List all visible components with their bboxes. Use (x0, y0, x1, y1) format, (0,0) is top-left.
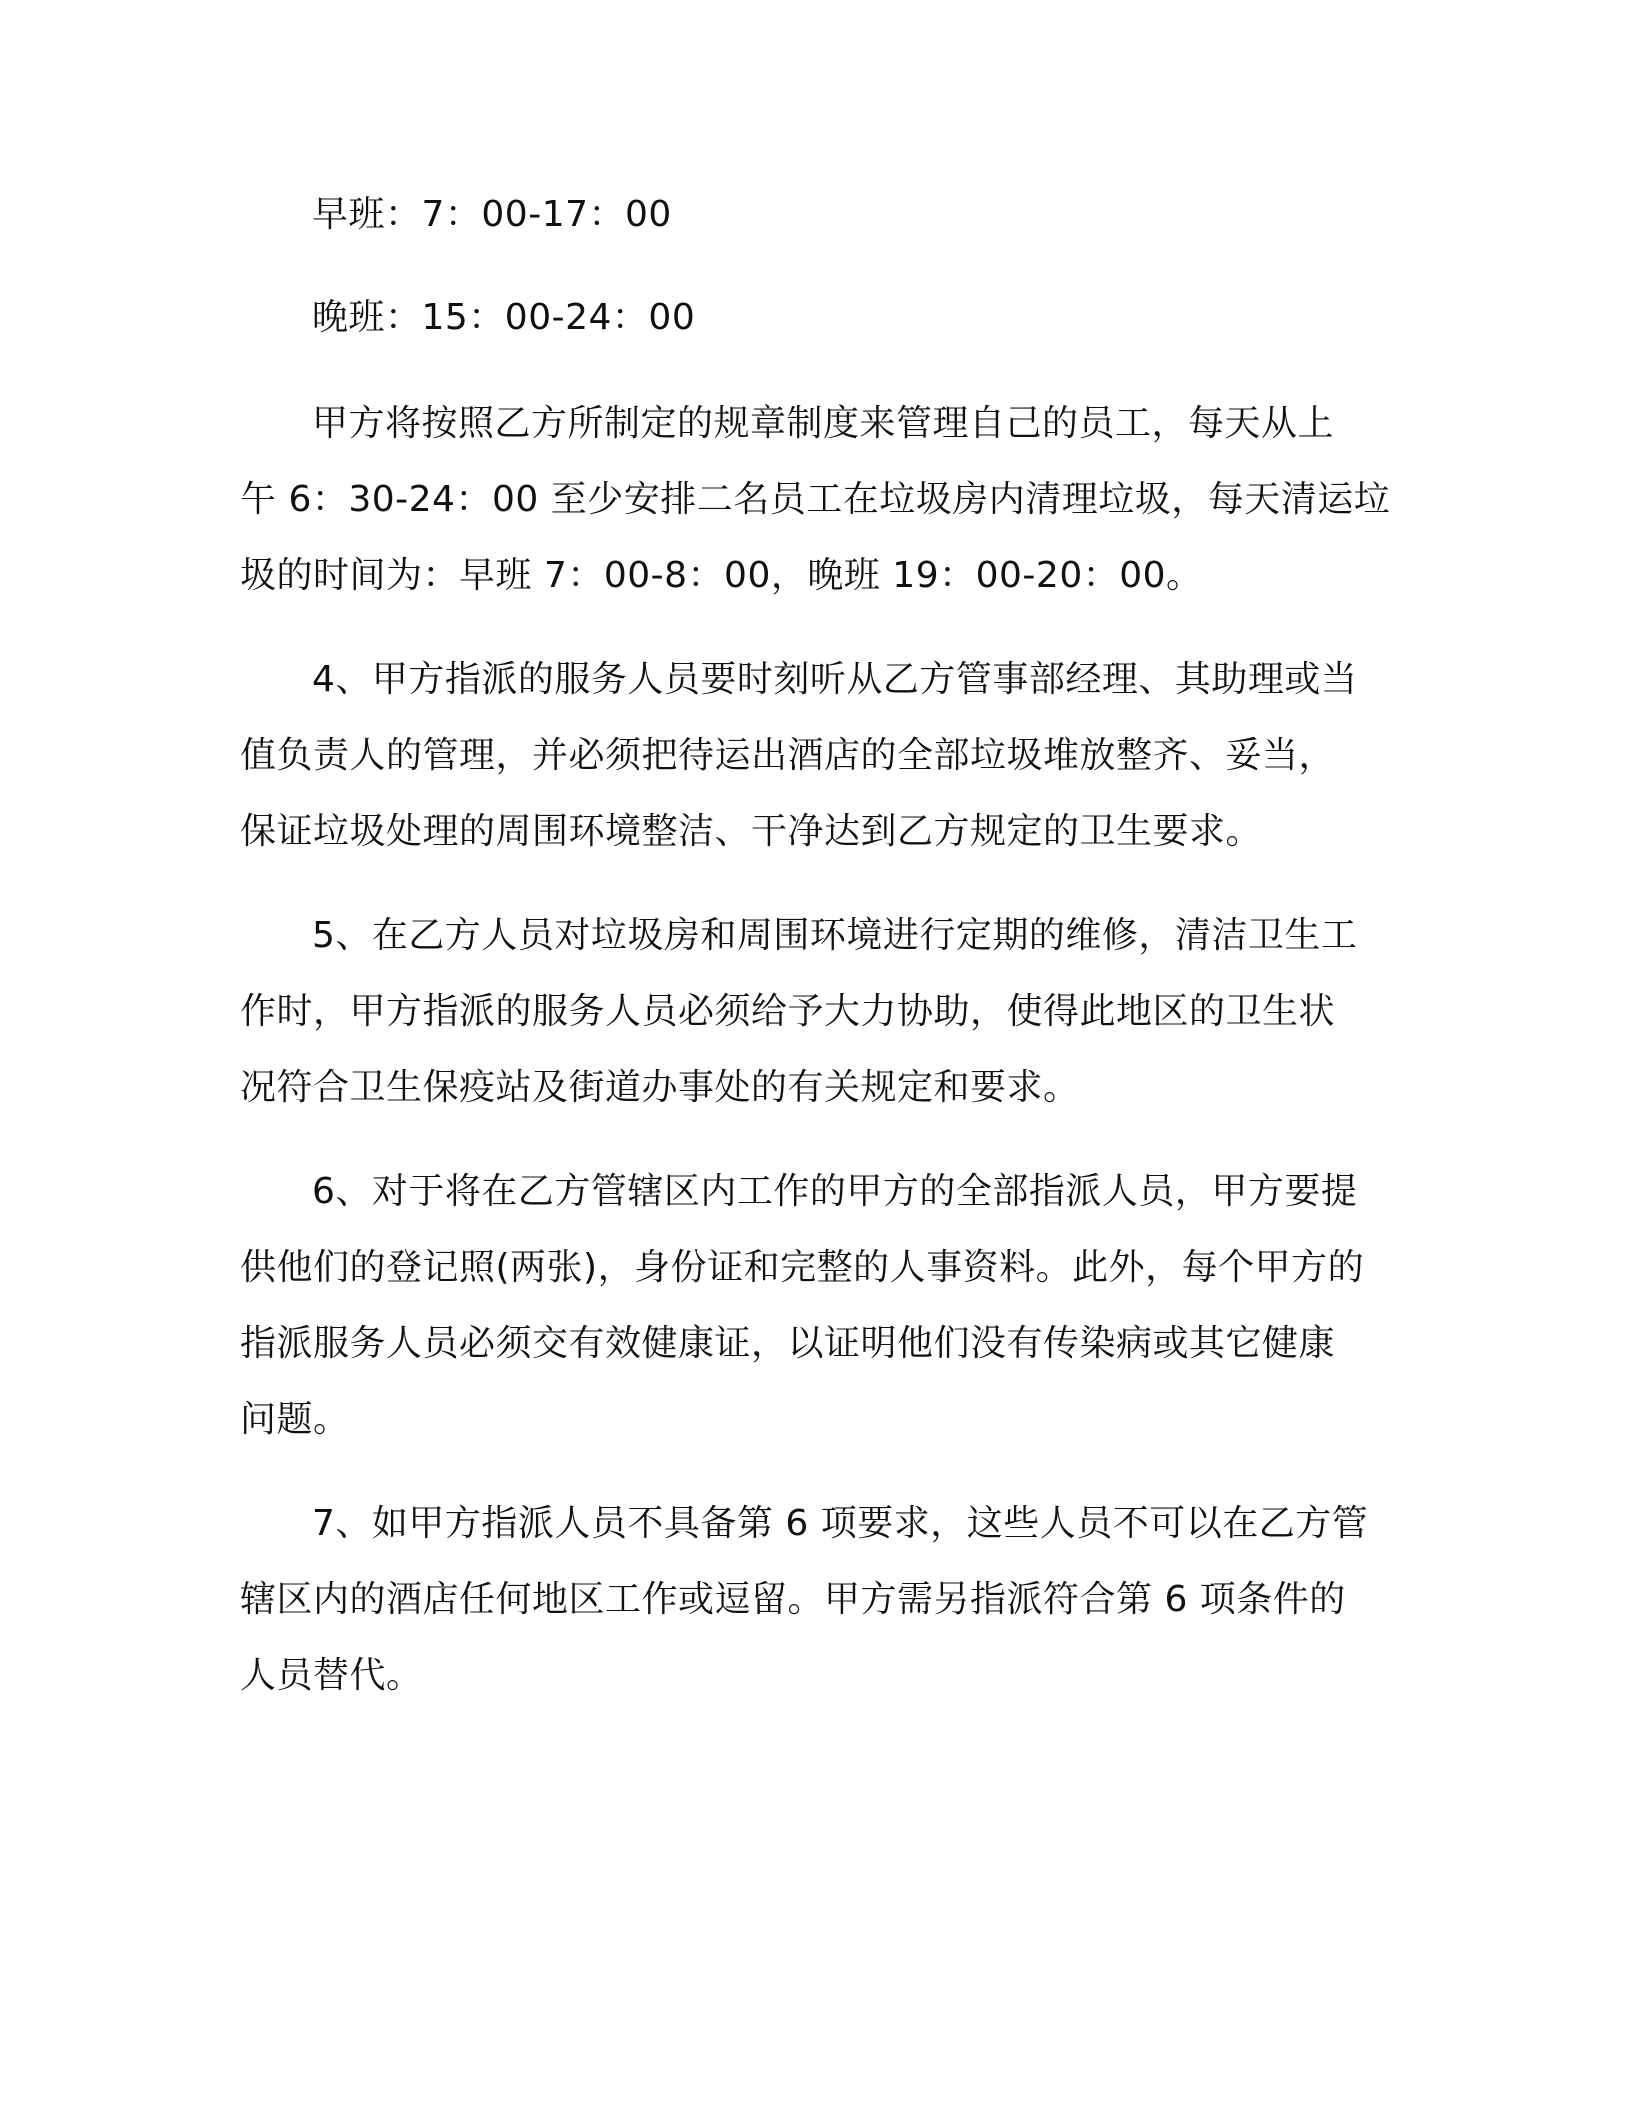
clause-5-line: 作时，甲方指派的服务人员必须给予大力协助，使得此地区的卫生状 (240, 991, 1336, 1032)
shift-morning-line: 早班：7：00-17：00 (312, 194, 672, 235)
rules-paragraph-line: 圾的时间为：早班 7：00-8：00，晚班 19：00-20：00。 (240, 555, 1203, 596)
clause-6-line: 问题。 (240, 1399, 350, 1440)
clause-7-line: 辖区内的酒店任何地区工作或逗留。甲方需另指派符合第 6 项条件的 (240, 1579, 1346, 1620)
clause-5-line: 5、在乙方人员对垃圾房和周围环境进行定期的维修，清洁卫生工 (312, 915, 1358, 956)
clause-4-line: 4、甲方指派的服务人员要时刻听从乙方管事部经理、其助理或当 (312, 659, 1358, 700)
clause-4-line: 值负责人的管理，并必须把待运出酒店的全部垃圾堆放整齐、妥当， (240, 735, 1336, 776)
clause-6-line: 指派服务人员必须交有效健康证，以证明他们没有传染病或其它健康 (240, 1323, 1336, 1364)
clause-7-line: 人员替代。 (240, 1655, 423, 1696)
rules-paragraph-line: 午 6：30-24：00 至少安排二名员工在垃圾房内清理垃圾，每天清运垃 (240, 479, 1391, 520)
clause-6-line: 6、对于将在乙方管辖区内工作的甲方的全部指派人员，甲方要提 (312, 1171, 1358, 1212)
rules-paragraph-line: 甲方将按照乙方所制定的规章制度来管理自己的员工，每天从上 (312, 403, 1335, 444)
clause-6-line: 供他们的登记照(两张)，身份证和完整的人事资料。此外，每个甲方的 (240, 1247, 1365, 1288)
clause-5-line: 况符合卫生保疫站及街道办事处的有关规定和要求。 (240, 1067, 1080, 1108)
clause-7-line: 7、如甲方指派人员不具备第 6 项要求，这些人员不可以在乙方管 (312, 1503, 1369, 1544)
clause-4-line: 保证垃圾处理的周围环境整洁、干净达到乙方规定的卫生要求。 (240, 811, 1263, 852)
shift-evening-line: 晚班：15：00-24：00 (312, 297, 696, 338)
